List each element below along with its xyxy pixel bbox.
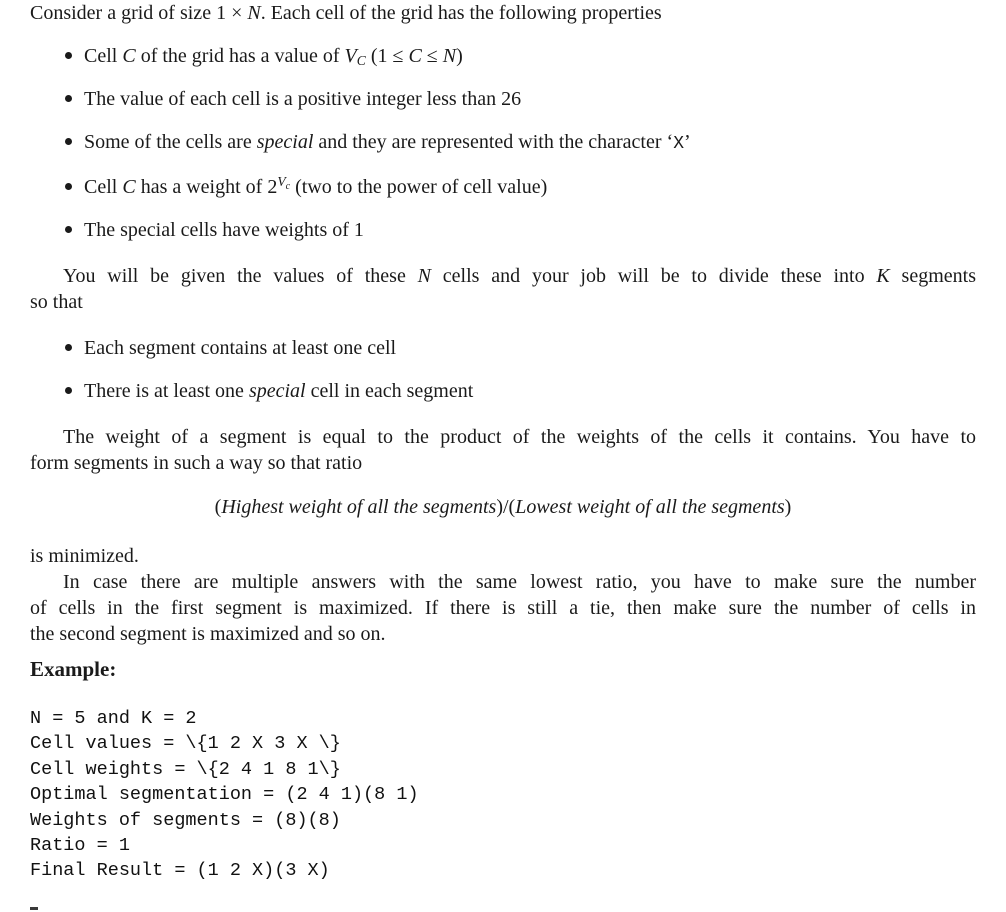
formula-highest-weight: Highest weight of all the segments: [221, 496, 497, 518]
paragraph-line: so that: [30, 291, 83, 313]
math-var-n: N: [442, 45, 457, 67]
paragraph-line: form segments in such a way so that ratio: [30, 452, 363, 474]
list-item-special-each-segment: [30, 378, 976, 404]
run: (1 ≤: [365, 45, 409, 67]
bullet-icon: [65, 95, 72, 102]
run: (two to the power of cell value): [290, 176, 548, 198]
run: and they are represented with the character ‘: [313, 131, 674, 153]
list-item-cell-value: [30, 43, 976, 69]
math-subscript-c: C: [356, 52, 366, 68]
math-var-n: N: [417, 265, 431, 287]
bullet-icon: [65, 52, 72, 59]
run: ’: [684, 131, 691, 153]
math-var-v: V: [344, 45, 357, 67]
run: cells and your job will be to divide these into: [430, 265, 877, 287]
code-line: Final Result = (1 2 X)(3 X): [30, 860, 330, 882]
list-item-positive-integer: [30, 86, 976, 112]
example-code-block: [30, 706, 976, 884]
bullet-icon: [65, 387, 72, 394]
math-superscript: [277, 174, 291, 193]
run: has a weight of 2: [135, 176, 278, 198]
list-item-special-cells: [30, 129, 976, 157]
run: ≤: [421, 45, 443, 67]
example-heading: Example:: [30, 657, 117, 681]
task-paragraph: [30, 263, 976, 315]
code-line: N = 5 and K = 2: [30, 708, 197, 729]
run: segments: [889, 265, 976, 287]
list-item-cell-weight: [30, 174, 976, 200]
bullet-icon: [65, 183, 72, 190]
minimized-tiebreak-paragraph: [30, 543, 976, 647]
intro-paragraph: [30, 0, 976, 26]
run: cell in each segment: [305, 380, 474, 402]
math-var-c: C: [122, 176, 136, 198]
run: The special cells have weights of 1: [84, 219, 364, 241]
math-var-n: N: [247, 2, 261, 24]
math-var-c: C: [122, 45, 136, 67]
math-var-k: K: [876, 265, 890, 287]
intro-text-b: . Each cell of the grid has the following properties: [260, 2, 662, 24]
formula-lowest-weight: Lowest weight of all the segments: [515, 496, 785, 518]
run: of the grid has a value of: [135, 45, 345, 67]
code-line: Weights of segments = (8)(8): [30, 809, 341, 831]
intro-text-a: Consider a grid of size 1 ×: [30, 2, 248, 24]
run: Cell: [84, 45, 123, 67]
math-var-v: V: [277, 174, 286, 190]
ratio-formula: [30, 494, 976, 520]
paragraph-line: In case there are multiple answers with the same lowest ratio, you have to make sure the number: [63, 571, 976, 593]
minimized-line: is minimized.: [30, 545, 139, 567]
bullet-icon: [65, 226, 72, 233]
paren: (: [214, 496, 222, 518]
cutoff-next-line-fragment: [30, 907, 38, 910]
run: ): [456, 45, 463, 67]
code-line: Cell weights = \{2 4 1 8 1\}: [30, 758, 341, 780]
list-item-special-weight: [30, 217, 976, 243]
math-subscript-c: c: [285, 181, 291, 193]
emphasis-special: special: [248, 380, 306, 402]
segment-rules-list: [30, 335, 976, 421]
paragraph-line: of cells in the first segment is maximized. If there is still a tie, then make sure the number of cells in: [30, 597, 976, 619]
code-line: Ratio = 1: [30, 835, 130, 857]
paren: ): [784, 496, 792, 518]
run: There is at least one: [84, 380, 249, 402]
code-line: Cell values = \{1 2 X 3 X \}: [30, 733, 341, 755]
properties-list: [30, 43, 976, 260]
run: Cell: [84, 176, 123, 198]
code-line: Optimal segmentation = (2 4 1)(8 1): [30, 784, 419, 806]
run: You will be given the values of these: [63, 265, 418, 287]
weight-paragraph: [30, 424, 976, 476]
bullet-icon: [65, 138, 72, 145]
paragraph-line: The weight of a segment is equal to the product of the weights of the cells it contains. You have to: [63, 426, 976, 448]
paragraph-line: the second segment is maximized and so on.: [30, 623, 386, 645]
paragraph-line: [30, 263, 976, 289]
char-x: X: [673, 134, 684, 154]
run: Some of the cells are: [84, 131, 257, 153]
run: The value of each cell is a positive integer less than 26: [84, 88, 522, 110]
paren-slash: )/(: [496, 496, 516, 518]
run: Each segment contains at least one cell: [84, 337, 397, 359]
bullet-icon: [65, 344, 72, 351]
math-var-c: C: [408, 45, 422, 67]
emphasis-special: special: [256, 131, 314, 153]
list-item-one-cell: [30, 335, 976, 361]
